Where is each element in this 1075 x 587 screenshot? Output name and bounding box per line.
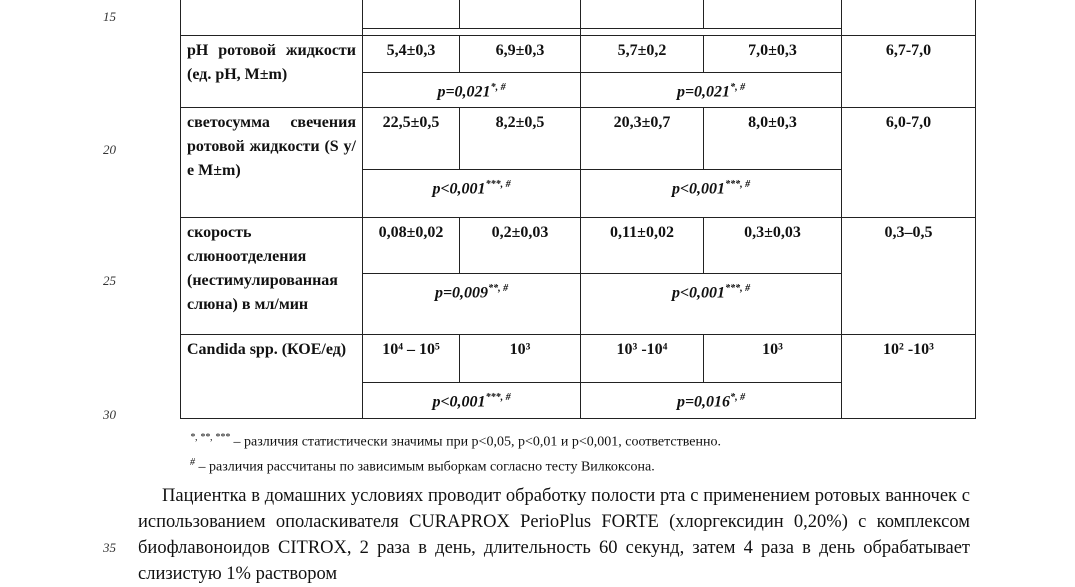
value-cell: 8,2±0,5: [460, 108, 581, 170]
table-row: [181, 108, 976, 170]
p-value-cell: p=0,016*, #: [581, 383, 842, 418]
value-cell: [363, 0, 460, 29]
value-cell: [460, 0, 581, 29]
norm-cell: [842, 0, 976, 36]
value-cell: 0,11±0,02: [581, 218, 704, 274]
p-value-cell: p<0,001***, #: [363, 383, 581, 418]
p-value-cell: p=0,021*, #: [363, 73, 581, 108]
value-cell: 6,9±0,3: [460, 36, 581, 73]
param-cell: светосумма свечения ротовой жидкости (S у/е M±m): [181, 108, 363, 218]
line-number: 20: [103, 142, 116, 157]
note-wilcoxon: # – различия рассчитаны по зависимым выборкам согласно тесту Вилкоксона.: [190, 456, 655, 475]
table-row: [181, 335, 976, 383]
value-cell: 0,3±0,03: [704, 218, 842, 274]
value-cell: [581, 0, 704, 29]
value-cell: 5,4±0,3: [363, 36, 460, 73]
value-cell: [704, 0, 842, 29]
p-value-cell: p<0,001***, #: [363, 170, 581, 218]
p-value-cell: p<0,001***, #: [581, 170, 842, 218]
p-value-cell: [363, 29, 581, 36]
note-significance: *, **, *** – различия статистически значимы при p<0,05, p<0,01 и p<0,001, соответственно.: [190, 432, 721, 450]
value-cell: 0,2±0,03: [460, 218, 581, 274]
p-value-cell: p=0,021*, #: [581, 73, 842, 108]
line-number: 30: [103, 407, 116, 422]
p-value-cell: p=0,009**, #: [363, 274, 581, 335]
param-cell: Candida spp. (КОЕ/ед): [181, 335, 363, 418]
value-cell: 22,5±0,5: [363, 108, 460, 170]
norm-cell: 0,3–0,5: [842, 218, 976, 335]
value-cell: 10³: [460, 335, 581, 383]
table-row: [181, 36, 976, 73]
value-cell: 5,7±0,2: [581, 36, 704, 73]
results-table: [180, 0, 976, 419]
line-number: 25: [103, 273, 116, 288]
value-cell: 0,08±0,02: [363, 218, 460, 274]
value-cell: 10³: [704, 335, 842, 383]
norm-cell: 6,0-7,0: [842, 108, 976, 218]
line-number: 35: [103, 540, 116, 555]
value-cell: 20,3±0,7: [581, 108, 704, 170]
p-value-cell: p<0,001***, #: [581, 274, 842, 335]
norm-cell: 10² -10³: [842, 335, 976, 418]
param-cell: pH ротовой жидкости (ед. pH, M±m): [181, 36, 363, 108]
value-cell: 7,0±0,3: [704, 36, 842, 73]
param-cell: [181, 0, 363, 36]
p-value-cell: [581, 29, 842, 36]
table-row: [181, 0, 976, 29]
value-cell: 10³ -10⁴: [581, 335, 704, 383]
table-row: [181, 218, 976, 274]
norm-cell: 6,7-7,0: [842, 36, 976, 108]
table-notes: [190, 428, 721, 477]
value-cell: 10⁴ – 10⁵: [363, 335, 460, 383]
line-number: 15: [103, 9, 116, 24]
value-cell: 8,0±0,3: [704, 108, 842, 170]
body-paragraph: Пациентка в домашних условиях проводит обработку полости рта с применением ротовых ванночек с использованием ополаскивателя CURAPROX PerioPlus FORTE (хлоргексидин 0,20%) с комплексом биофлавоноидов CITROX, 2 раза в день, длительность 60 секунд, затем 4 раза в день обрабатывает слизистую 1% раствором: [138, 486, 970, 584]
param-cell: скорость слюноотделения (нестимулированная слюна) в мл/мин: [181, 218, 363, 335]
